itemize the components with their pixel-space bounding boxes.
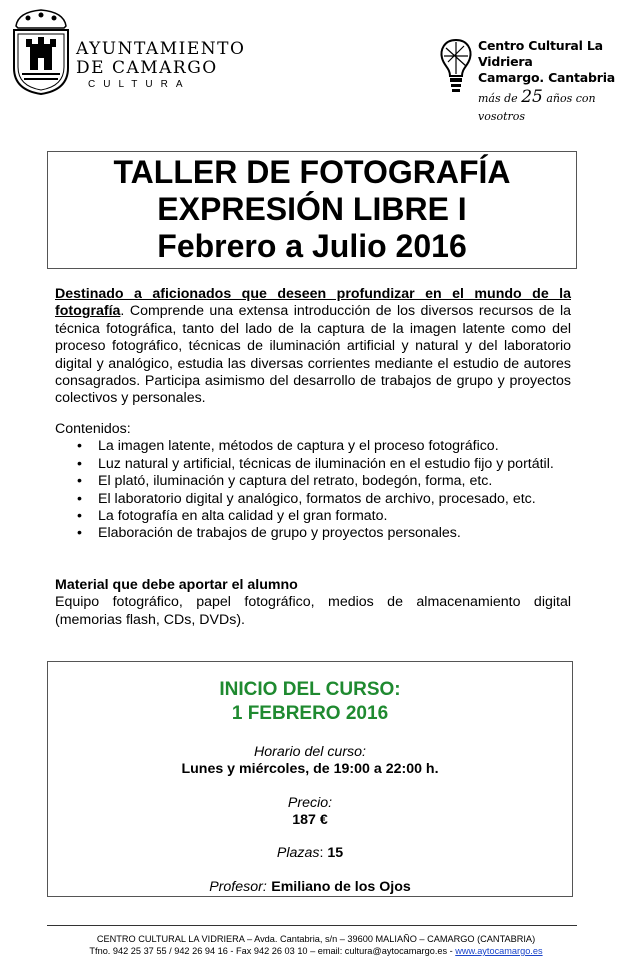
footer-contact (0, 945, 632, 957)
ayuntamiento-wordmark (76, 40, 245, 92)
list-item-text: La imagen latente, métodos de captura y el proceso fotográfico. (98, 438, 499, 455)
page-footer (0, 933, 632, 957)
description-text: . Comprende una extensa introducción de los diversos recursos de la técnica fotográfica, tanto del lado de la captura de la imagen latente como del proceso fotográfico, técnicas de iluminación artificial y natural y del laboratorio digital y analógico, estudia las diversas corrientes mediante el estudio de autores consagrados. Participa asimismo del desarrollo de trabajos de grupo y proyectos colectivos y personales. (55, 303, 571, 407)
material-text: Equipo fotográfico, papel fotográfico, medios de almacenamiento digital (memorias flash, CDs, DVDs). (55, 594, 571, 628)
vidriera-logo-icon (436, 36, 476, 98)
bullet-icon: • (77, 455, 82, 472)
footer-address: CENTRO CULTURAL LA VIDRIERA – Avda. Cantabria, s/n – 39600 MALIAÑO – CAMARGO (CANTABRIA) (96, 934, 536, 944)
description-paragraph (55, 286, 571, 408)
slogan-post: años con vosotros (478, 92, 596, 123)
course-start-line1: INICIO DEL CURSO: (219, 679, 401, 700)
bullet-icon: • (77, 490, 82, 507)
course-start-title (48, 678, 572, 726)
course-start-line2: 1 FEBRERO 2016 (231, 703, 389, 724)
title-line3: Febrero a Julio 2016 (157, 228, 467, 264)
course-info-box (47, 661, 573, 897)
ayuntamiento-crest-icon (8, 6, 74, 96)
list-item (55, 508, 575, 525)
bullet-icon: • (77, 508, 82, 525)
page-header (0, 0, 632, 123)
vidriera-line1: Centro Cultural La Vidriera (478, 38, 603, 69)
teacher-line (48, 878, 572, 896)
title-line1: TALLER DE FOTOGRAFÍA (113, 154, 511, 190)
vidriera-line2: Camargo. Cantabria (478, 70, 616, 85)
description-lead: Destinado a aficionados que deseen profundizar en el mundo de la fotografía (55, 286, 571, 320)
contents-list (55, 438, 575, 542)
title-box (47, 151, 577, 269)
material-title: Material que debe aportar el alumno (55, 577, 298, 593)
ayuntamiento-line2: DE CAMARGO (76, 58, 218, 78)
list-item-text: El laboratorio digital y analógico, formatos de archivo, procesado, etc. (98, 490, 536, 507)
schedule-label: Horario del curso: (254, 744, 366, 760)
slogan-pre: más de (478, 92, 518, 105)
seats-label: Plazas (276, 845, 320, 861)
contents-heading: Contenidos: (55, 421, 131, 437)
seats-value: 15 (327, 845, 344, 861)
price-label: Precio: (287, 795, 333, 811)
slogan-number: 25 (521, 87, 543, 107)
list-item (55, 525, 575, 542)
ayuntamiento-line1: AYUNTAMIENTO (76, 39, 246, 59)
seats-line (48, 844, 572, 862)
schedule-value: Lunes y miércoles, de 19:00 a 22:00 h. (181, 761, 439, 777)
price-value: 187 € (292, 812, 328, 828)
website-link[interactable]: www.aytocamargo.es (455, 946, 543, 956)
list-item-text: El plató, iluminación y captura del retrato, bodegón, forma, etc. (98, 473, 493, 490)
bullet-icon: • (77, 473, 82, 490)
ayuntamiento-line3: CULTURA (88, 79, 191, 90)
list-item (55, 438, 575, 455)
teacher-value: Emiliano de los Ojos (271, 879, 411, 895)
bullet-icon: • (77, 438, 82, 455)
seats-separator: : (319, 845, 328, 861)
list-item (55, 456, 575, 473)
list-item (55, 473, 575, 490)
list-item-text: La fotografía en alta calidad y el gran formato. (98, 508, 388, 525)
list-item-text: Luz natural y artificial, técnicas de iluminación en el estudio fijo y portátil. (98, 455, 554, 472)
footer-contact-text: Tfno. 942 25 37 55 / 942 26 94 16 - Fax 942 26 03 10 – email: cultura@aytocamargo.es - (89, 946, 456, 956)
list-item (55, 491, 575, 508)
title-line2: EXPRESIÓN LIBRE I (157, 191, 467, 227)
footer-divider (47, 925, 577, 926)
bullet-icon: • (77, 525, 82, 542)
teacher-label: Profesor: (209, 879, 267, 895)
list-item-text: Elaboración de trabajos de grupo y proyectos personales. (98, 525, 461, 542)
vidriera-wordmark (478, 38, 628, 126)
material-section (55, 577, 571, 629)
vidriera-slogan (478, 88, 628, 126)
contents-section (55, 421, 575, 543)
